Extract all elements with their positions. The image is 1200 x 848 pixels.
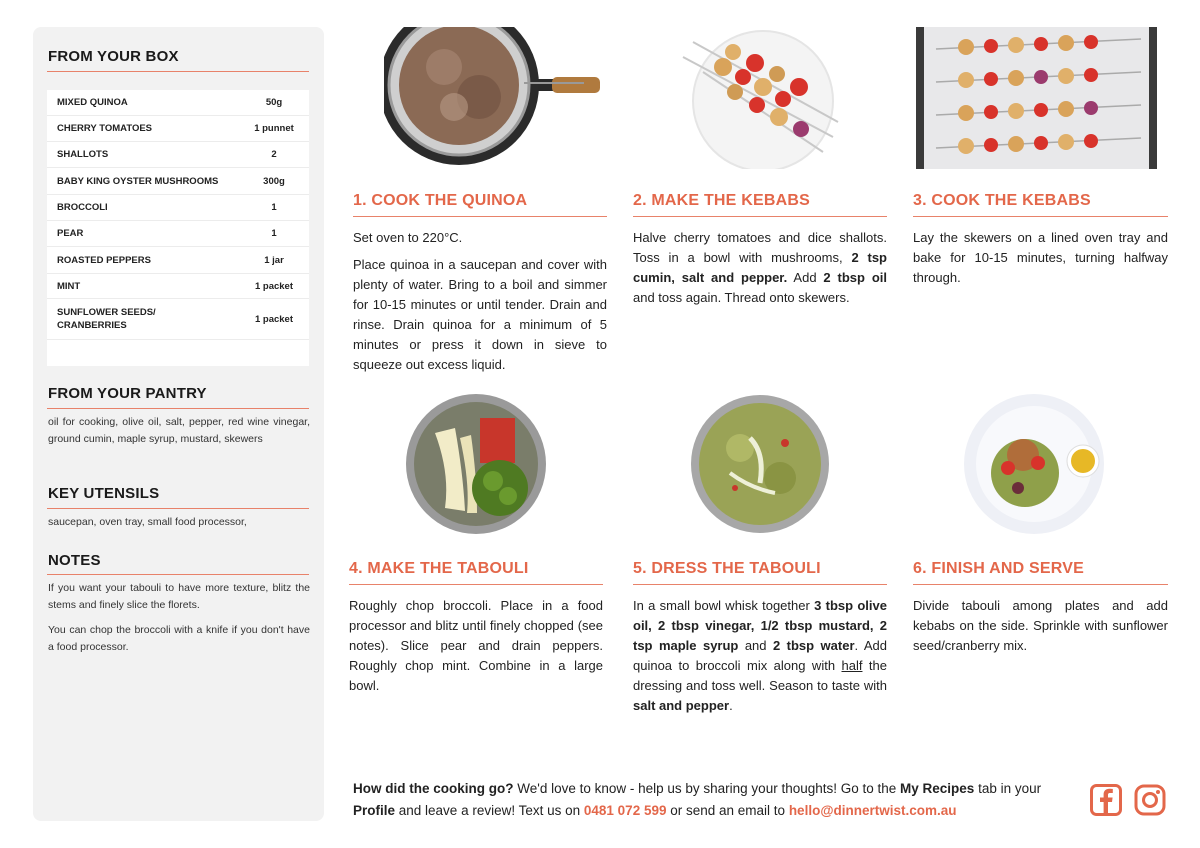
- ingredient-row: [47, 299, 309, 340]
- note-2: You can chop the broccoli with a knife if you don't have a food processor.: [48, 624, 310, 653]
- step-1-text: Place quinoa in a saucepan and cover with plenty of water. Bring to a boil and simmer for 10-15 minutes or until tender. Drain and rinse. Drain quinoa for a minimum of 5 minutes or press it down in sieve to squeeze out excess liquid.: [353, 257, 607, 372]
- step-2-text: Add: [787, 270, 824, 285]
- step-1-text: Set oven to 220°C.: [353, 230, 463, 245]
- ingredient-row: [47, 116, 309, 142]
- step-5-text: .: [729, 698, 733, 713]
- ingredient-qty: 1: [271, 228, 277, 239]
- ingredient-name: SHALLOTS: [57, 149, 109, 160]
- step-1-body: [353, 228, 607, 382]
- step-2-bold: 2 tsp cumin, salt and pepper.: [633, 250, 887, 285]
- step-4-body: [349, 596, 603, 703]
- step-2-text: and toss again. Thread onto skewers.: [633, 290, 850, 305]
- quinoa-sieve-photo: [384, 27, 602, 169]
- step-5-body: [633, 596, 887, 723]
- step-4-title: 4. MAKE THE TABOULI: [349, 560, 529, 577]
- step-2-body: [633, 228, 887, 315]
- profile-label: Profile: [353, 803, 396, 818]
- instagram-icon[interactable]: [1134, 784, 1166, 816]
- from-your-pantry-heading: FROM YOUR PANTRY: [48, 385, 207, 402]
- ingredient-name: ROASTED PEPPERS: [57, 254, 151, 266]
- step-5-text: the dressing and toss well. Season to taste with: [633, 658, 887, 693]
- notes-heading: NOTES: [48, 552, 101, 569]
- email-link[interactable]: hello@dinnertwist.com.au: [788, 803, 957, 818]
- footer-text: and leave a review! Text us on: [395, 803, 584, 818]
- heading-rule: [47, 508, 309, 509]
- step-1-title: 1. COOK THE QUINOA: [353, 192, 528, 209]
- heading-rule: [47, 574, 309, 575]
- ingredient-row: [47, 142, 309, 168]
- ingredient-row: [47, 221, 309, 247]
- pantry-text: oil for cooking, olive oil, salt, pepper, red wine vinegar, ground cumin, maple syrup, mustard, skewers: [48, 416, 310, 445]
- tabouli-bowl-photo: [405, 393, 547, 535]
- ingredient-name: CHERRY TOMATOES: [57, 123, 153, 134]
- phone-link[interactable]: 0481 072 599: [583, 803, 667, 818]
- step-3-text: Lay the skewers on a lined oven tray and bake for 10-15 minutes, turning halfway through.: [913, 230, 1168, 285]
- step-5-bold: 3 tbsp olive oil, 2 tbsp vinegar, 1/2 tbsp mustard, 2 tsp maple syrup: [633, 598, 887, 653]
- box-ingredients-table: [47, 90, 309, 366]
- step-5-rule: [633, 584, 887, 585]
- step-5-bold: salt and pepper: [633, 698, 730, 713]
- ingredient-row: [47, 195, 309, 221]
- step-5-bold: 2 tbsp water: [772, 638, 855, 653]
- step-3-rule: [913, 216, 1168, 217]
- plated-dish-photo: [963, 393, 1105, 535]
- from-your-box-heading: FROM YOUR BOX: [48, 48, 179, 65]
- step-3-title: 3. COOK THE KEBABS: [913, 192, 1091, 209]
- heading-rule: [47, 71, 309, 72]
- ingredient-name: BABY KING OYSTER MUSHROOMS: [57, 175, 219, 187]
- ingredient-qty: 1 jar: [264, 254, 284, 266]
- ingredient-row: [47, 168, 309, 195]
- step-5-underline: half: [841, 658, 863, 673]
- ingredient-row: [47, 247, 309, 274]
- step-3-body: [913, 228, 1168, 295]
- heading-rule: [47, 408, 309, 409]
- footer-text: We'd love to know - help us by sharing your thoughts! Go to the: [513, 781, 901, 796]
- ingredient-row: [47, 90, 309, 116]
- step-2-text: Halve cherry tomatoes and dice shallots. Toss in a bowl with mushrooms,: [633, 230, 887, 265]
- step-4-text: Roughly chop broccoli. Place in a food processor and blitz until finely chopped (see notes). Slice pear and drain peppers. Roughly chop mint. Combine in a large bowl.: [349, 598, 603, 693]
- utensils-text: saucepan, oven tray, small food processor,: [48, 516, 247, 528]
- step-5-title: 5. DRESS THE TABOULI: [633, 560, 821, 577]
- ingredient-name: BROCCOLI: [57, 202, 108, 213]
- ingredient-name: SUNFLOWER SEEDS/ CRANBERRIES: [57, 307, 156, 331]
- ingredient-qty: 2: [271, 149, 277, 160]
- step-6-rule: [913, 584, 1168, 585]
- facebook-icon[interactable]: [1090, 784, 1122, 816]
- my-recipes-label: My Recipes: [900, 781, 975, 796]
- ingredient-qty: 1: [271, 202, 277, 213]
- footer-bold: How did the cooking go?: [353, 781, 514, 796]
- ingredient-row: [47, 274, 309, 299]
- ingredients-sidebar: [33, 27, 324, 821]
- step-2-rule: [633, 216, 887, 217]
- ingredient-qty: 1 punnet: [254, 123, 294, 134]
- ingredient-qty: 1 packet: [254, 313, 294, 325]
- ingredient-name: PEAR: [57, 228, 84, 239]
- ingredient-qty: 300g: [263, 175, 285, 187]
- step-6-title: 6. FINISH AND SERVE: [913, 560, 1084, 577]
- step-6-text: Divide tabouli among plates and add kebabs on the side. Sprinkle with sunflower seed/cranberry mix.: [913, 598, 1168, 653]
- step-5-text: In a small bowl whisk together: [633, 598, 815, 613]
- ingredient-name: MIXED QUINOA: [57, 97, 128, 108]
- feedback-footer: [353, 778, 1073, 822]
- step-6-body: [913, 596, 1168, 663]
- step-2-bold: 2 tbsp oil: [823, 270, 887, 285]
- footer-text: or send an email to: [666, 803, 789, 818]
- ingredient-name: MINT: [57, 280, 81, 292]
- step-5-text: . Add quinoa to broccoli mix along with: [633, 638, 887, 673]
- step-5-text: and: [738, 638, 773, 653]
- step-1-rule: [353, 216, 607, 217]
- footer-text: tab in your: [974, 781, 1042, 796]
- ingredient-qty: 50g: [265, 97, 283, 108]
- key-utensils-heading: KEY UTENSILS: [48, 485, 160, 502]
- step-2-title: 2. MAKE THE KEBABS: [633, 192, 810, 209]
- kebabs-plate-photo: [673, 27, 847, 169]
- dressed-tabouli-photo: [690, 393, 830, 535]
- note-1: If you want your tabouli to have more texture, blitz the stems and finely slice the florets.: [48, 582, 310, 611]
- kebabs-tray-photo: [916, 27, 1157, 169]
- step-4-rule: [349, 584, 603, 585]
- ingredient-qty: 1 packet: [254, 280, 294, 292]
